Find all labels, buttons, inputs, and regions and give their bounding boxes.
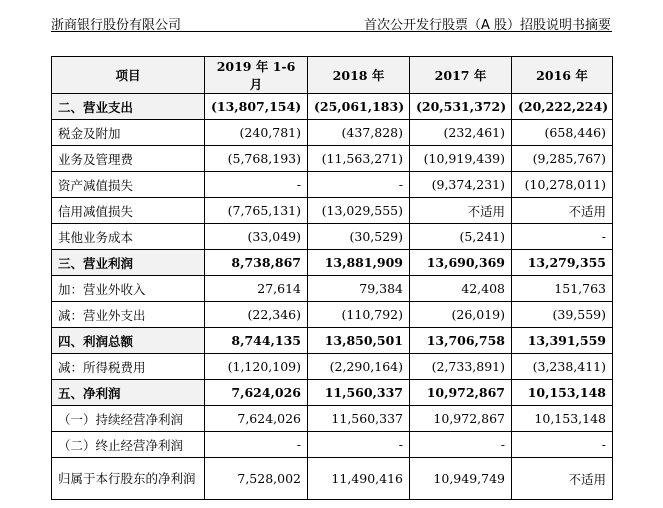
table-header-row bbox=[52, 57, 613, 94]
table-row bbox=[52, 172, 613, 198]
cell-value: (33,049) bbox=[205, 224, 308, 250]
cell-value: 13,706,758 bbox=[410, 328, 512, 354]
table-row bbox=[52, 250, 613, 276]
table-row bbox=[52, 354, 613, 380]
table-row bbox=[52, 328, 613, 354]
cell-value: 11,560,337 bbox=[308, 406, 410, 432]
cell-value: (110,792) bbox=[308, 302, 410, 328]
cell-value: 13,690,369 bbox=[410, 250, 512, 276]
cell-value: (25,061,183) bbox=[308, 94, 410, 120]
cell-value: (2,733,891) bbox=[410, 354, 512, 380]
cell-value: 11,490,416 bbox=[308, 458, 410, 500]
table-row bbox=[52, 432, 613, 458]
cell-value: 13,850,501 bbox=[308, 328, 410, 354]
cell-value: 8,738,867 bbox=[205, 250, 308, 276]
cell-value: (7,765,131) bbox=[205, 198, 308, 224]
cell-value: 11,560,337 bbox=[308, 380, 410, 406]
cell-value: 10,972,867 bbox=[410, 406, 512, 432]
cell-value: (2,290,164) bbox=[308, 354, 410, 380]
row-label-text: 归属于本行股东的净利润 bbox=[58, 471, 196, 486]
row-label: 业务及管理费 bbox=[52, 146, 205, 172]
cell-value: 10,153,148 bbox=[512, 406, 613, 432]
table-row bbox=[52, 94, 613, 120]
cell-value: 13,279,355 bbox=[512, 250, 613, 276]
cell-value: (437,828) bbox=[308, 120, 410, 146]
row-label: 五、净利润 bbox=[52, 380, 205, 406]
cell-value: (10,919,439) bbox=[410, 146, 512, 172]
cell-value: - bbox=[308, 172, 410, 198]
row-label bbox=[52, 458, 205, 500]
row-label: 信用减值损失 bbox=[52, 198, 205, 224]
cell-value: (11,563,271) bbox=[308, 146, 410, 172]
cell-value: (9,374,231) bbox=[410, 172, 512, 198]
row-label: （一）持续经营净利润 bbox=[52, 406, 205, 432]
cell-value: 42,408 bbox=[410, 276, 512, 302]
row-label: 税金及附加 bbox=[52, 120, 205, 146]
cell-value: - bbox=[308, 432, 410, 458]
cell-value: (5,768,193) bbox=[205, 146, 308, 172]
cell-value: - bbox=[512, 432, 613, 458]
cell-value: (240,781) bbox=[205, 120, 308, 146]
row-label: 二、营业支出 bbox=[52, 94, 205, 120]
cell-value: (39,559) bbox=[512, 302, 613, 328]
cell-value: 7,624,026 bbox=[205, 406, 308, 432]
table-row bbox=[52, 406, 613, 432]
cell-value: 13,391,559 bbox=[512, 328, 613, 354]
table-row bbox=[52, 276, 613, 302]
cell-value: 10,153,148 bbox=[512, 380, 613, 406]
cell-value: - bbox=[205, 172, 308, 198]
cell-value: 13,881,909 bbox=[308, 250, 410, 276]
page-header bbox=[51, 10, 611, 32]
cell-value: (26,019) bbox=[410, 302, 512, 328]
column-header-item: 项目 bbox=[52, 57, 205, 94]
cell-value: 不适用 bbox=[512, 458, 613, 500]
cell-value: (9,285,767) bbox=[512, 146, 613, 172]
table-row bbox=[52, 120, 613, 146]
column-header-2016: 2016 年 bbox=[512, 57, 613, 94]
table-row bbox=[52, 302, 613, 328]
row-label: 资产减值损失 bbox=[52, 172, 205, 198]
cell-value: - bbox=[410, 432, 512, 458]
cell-value: 27,614 bbox=[205, 276, 308, 302]
table-row bbox=[52, 146, 613, 172]
header-divider bbox=[51, 31, 612, 32]
table-row bbox=[52, 380, 613, 406]
row-label: 加：营业外收入 bbox=[52, 276, 205, 302]
row-label: 减：所得税费用 bbox=[52, 354, 205, 380]
row-label: 其他业务成本 bbox=[52, 224, 205, 250]
cell-value: 10,949,749 bbox=[410, 458, 512, 500]
cell-value: 10,972,867 bbox=[410, 380, 512, 406]
cell-value: 8,744,135 bbox=[205, 328, 308, 354]
cell-value: 151,763 bbox=[512, 276, 613, 302]
cell-value: - bbox=[205, 432, 308, 458]
cell-value: (5,241) bbox=[410, 224, 512, 250]
cell-value: (658,446) bbox=[512, 120, 613, 146]
cell-value: 不适用 bbox=[512, 198, 613, 224]
row-label: 三、营业利润 bbox=[52, 250, 205, 276]
cell-value: (1,120,109) bbox=[205, 354, 308, 380]
column-header-2019h1: 2019 年 1-6 月 bbox=[205, 57, 308, 94]
cell-value: (10,278,011) bbox=[512, 172, 613, 198]
cell-value: (20,222,224) bbox=[512, 94, 613, 120]
table-row bbox=[52, 198, 613, 224]
income-statement-table bbox=[51, 56, 613, 500]
table-row bbox=[52, 458, 613, 500]
cell-value: (22,346) bbox=[205, 302, 308, 328]
cell-value: (3,238,411) bbox=[512, 354, 613, 380]
cell-value: 7,528,002 bbox=[205, 458, 308, 500]
column-header-2018: 2018 年 bbox=[308, 57, 410, 94]
cell-value: (30,529) bbox=[308, 224, 410, 250]
cell-value: (13,029,555) bbox=[308, 198, 410, 224]
cell-value: 79,384 bbox=[308, 276, 410, 302]
cell-value: 不适用 bbox=[410, 198, 512, 224]
cell-value: (232,461) bbox=[410, 120, 512, 146]
table-row bbox=[52, 224, 613, 250]
row-label: （二）终止经营净利润 bbox=[52, 432, 205, 458]
cell-value: 7,624,026 bbox=[205, 380, 308, 406]
cell-value: (20,531,372) bbox=[410, 94, 512, 120]
column-header-2017: 2017 年 bbox=[410, 57, 512, 94]
company-name: 浙商银行股份有限公司 bbox=[51, 18, 182, 33]
cell-value: (13,807,154) bbox=[205, 94, 308, 120]
cell-value: - bbox=[512, 224, 613, 250]
row-label: 减：营业外支出 bbox=[52, 302, 205, 328]
row-label: 四、利润总额 bbox=[52, 328, 205, 354]
document-title: 首次公开发行股票（A 股）招股说明书摘要 bbox=[363, 18, 611, 33]
